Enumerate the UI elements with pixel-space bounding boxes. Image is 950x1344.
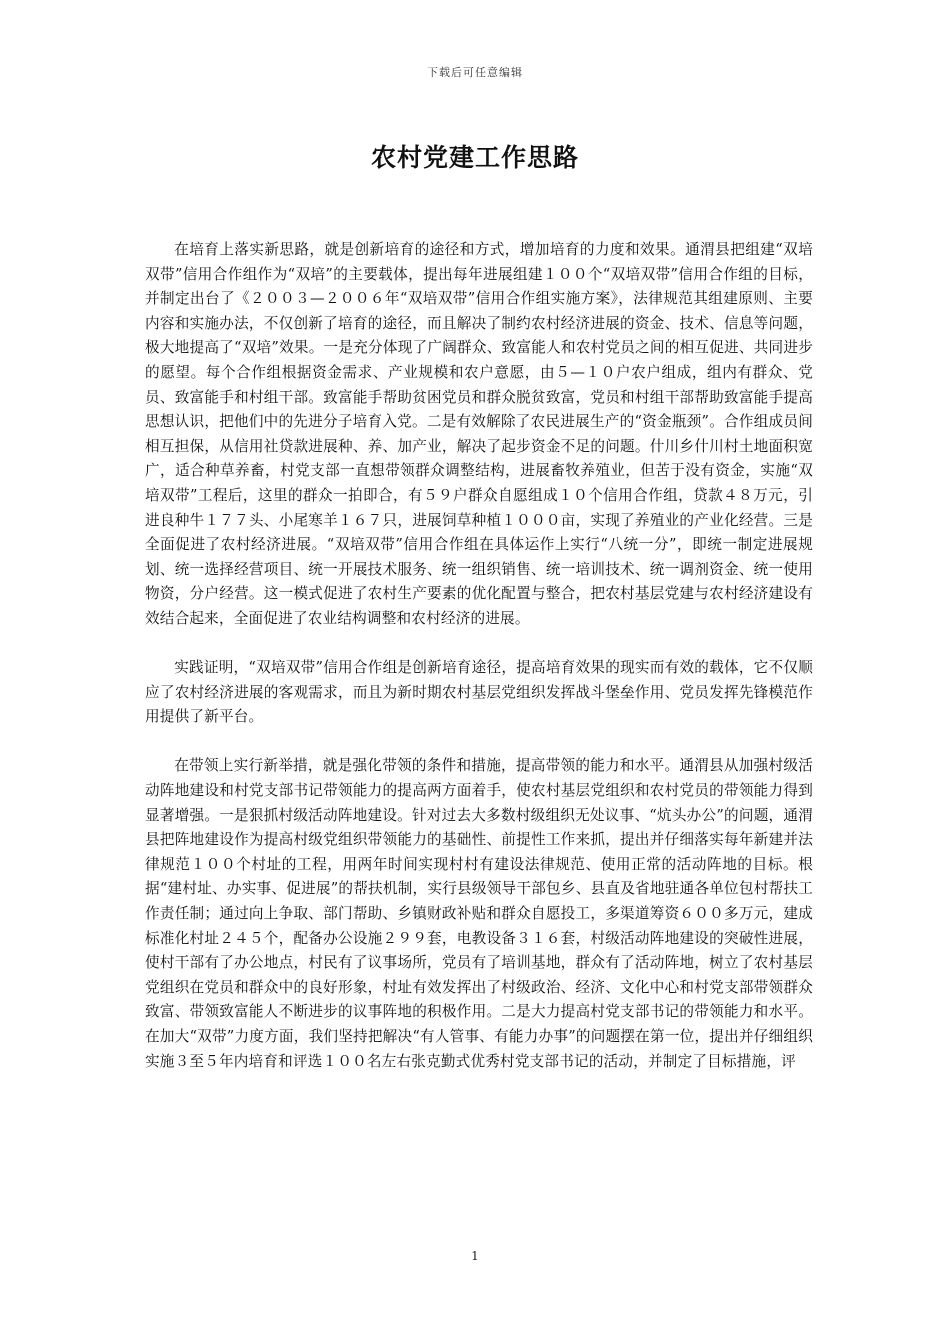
page-number: 1 — [471, 1249, 479, 1263]
paragraph: 在培育上落实新思路，就是创新培育的途径和方式，增加培育的力度和效果。通渭县把组建“双培双带”信用合作组作为“双培”的主要载体，提出每年进展组建１００个“双培双带”信用合作组的目标，并制定出台了《２００３—２００６年“双培双带”信用合作组实施方案》，法律规范其组建原则、主要内容和实施办法，不仅创新了培育的途径，而且解决了制约农村经济进展的资金、技术、信息等问题，极大地提高了“双培”效果。一是充分体现了广阔群众、致富能人和农村党员之间的相互促进、共同进步的愿望。每个合作组根据资金需求、产业规模和农户意愿，由５—１０户农户组成，组内有群众、党员、致富能手和村组干部。致富能手帮助贫困党员和群众脱贫致富，党员和村组干部帮助致富能手提高思想认识，把他们中的先进分子培育入党。二是有效解除了农民进展生产的“资金瓶颈”。合作组成员间相互担保，从信用社贷款进展种、养、加产业，解决了起步资金不足的问题。什川乡什川村土地面积宽广，适合种草养畜，村党支部一直想带领群众调整结构，进展畜牧养殖业，但苦于没有资金，实施“双培双带”工程后，这里的群众一拍即合，有５９户群众自愿组成１０个信用合作组，贷款４８万元，引进良种牛１７７头、小尾寒羊１６７只，进展饲草种植１０００亩，实现了养殖业的产业化经营。三是全面促进了农村经济进展。“双培双带”信用合作组在具体运作上实行“八统一分”，即统一制定进展规划、统一选择经营项目、统一开展技术服务、统一组织销售、统一培训技术、统一调剂资金、统一使用物资，分户经营。这一模式促进了农村生产要素的优化配置与整合，把农村基层党建与农村经济建设有效结合起来，全面促进了农业结构调整和农村经济的进展。 — [145, 241, 813, 627]
document-title: 农村党建工作思路 — [370, 143, 579, 172]
paragraph: 在带领上实行新举措，就是强化带领的条件和措施，提高带领的能力和水平。通渭县从加强村级活动阵地建设和村党支部书记带领能力的提高两方面着手，使农村基层党组织和农村党员的带领能力得到显著增强。一是狠抓村级活动阵地建设。针对过去大多数村级组织无处议事、“炕头办公”的问题，通渭县把阵地建设作为提高村级党组织带领能力的基础性、前提性工作来抓，提出并仔细落实每年新建并法律规范１００个村址的工程，用两年时间实现村村有建设法律规范、使用正常的活动阵地的目标。根据“建村址、办实事、促进展”的帮扶机制，实行县级领导干部包乡、县直及省地驻通各单位包村帮扶工作责任制；通过向上争取、部门帮助、乡镇财政补贴和群众自愿投工，多渠道筹资６００多万元，建成标准化村址２４５个，配备办公设施２９９套，电教设备３１６套，村级活动阵地建设的突破性进展，使村干部有了办公地点，村民有了议事场所，党员有了培训基地，群众有了活动阵地，树立了农村基层党组织在党员和群众中的良好形象，村址有效发挥出了村级政治、经济、文化中心和村党支部带领群众致富、带领致富能人不断进步的议事阵地的积极作用。二是大力提高村党支部书记的带领能力和水平。在加大“双带”力度方面，我们坚持把解决“有人管事、有能力办事”的问题摆在第一位，提出并仔细组织实施３至５年内培育和评选１００名左右张克勤式优秀村党支部书记的活动，并制定了目标措施，评 — [145, 757, 813, 1070]
paragraph: 实践证明，“双培双带”信用合作组是创新培育途径，提高培育效果的现实而有效的载体，它不仅顺应了农村经济进展的客观需求，而且为新时期农村基层党组织发挥战斗堡垒作用、党员发挥先锋模范作用提供了新平台。 — [145, 659, 813, 726]
header-note: 下载后可任意编辑 — [427, 66, 523, 79]
document-body — [145, 238, 813, 1099]
